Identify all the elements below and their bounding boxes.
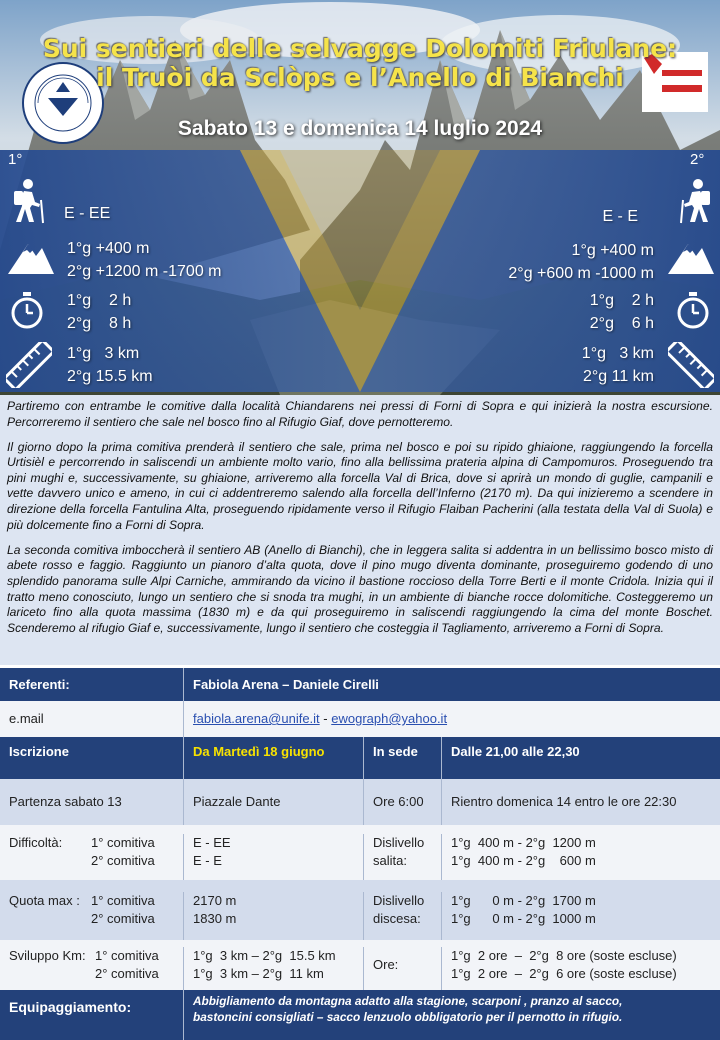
left-group-label: 1° <box>8 151 23 168</box>
right-distance-day1: 1°g 3 km <box>581 345 654 362</box>
dislivello-salita-label-2: salita: <box>373 853 407 868</box>
table-row-partenza <box>0 779 720 825</box>
equipaggiamento-line-1: Abbigliamento da montagna adatto alla stagione, scarponi , pranzo al sacco, <box>193 994 623 1008</box>
dislivello-discesa-2: 1°g 0 m - 2°g 1000 m <box>451 911 596 926</box>
iscrizione-hours: Dalle 21,00 alle 22,30 <box>441 737 720 779</box>
right-time-day1: 1°g 2 h <box>589 292 654 309</box>
event-date: Sabato 13 e domenica 14 luglio 2024 <box>177 117 543 140</box>
quota-2: 1830 m <box>193 911 237 926</box>
email-values <box>183 701 720 737</box>
title-line-1: Sui sentieri delle selvagge Dolomiti Friulane: <box>42 34 678 63</box>
equipaggiamento-line-2: bastoncini consigliati – sacco lenzuolo obbligatorio per il pernotto in rifugio. <box>193 1010 623 1024</box>
ore-label: Ore: <box>363 947 441 990</box>
iscrizione-place: In sede <box>363 737 441 779</box>
sviluppo-label: Sviluppo Km: <box>9 948 86 963</box>
sviluppo-values <box>183 947 363 990</box>
right-group-label: 2° <box>690 151 705 168</box>
ore-values <box>441 947 720 990</box>
quota-label-cell <box>0 892 183 940</box>
dislivello-salita-2: 1°g 400 m - 2°g 600 m <box>451 853 596 868</box>
sviluppo-label-cell <box>0 947 183 990</box>
partenza-place: Piazzale Dante <box>183 779 363 825</box>
table-row-email <box>0 701 720 737</box>
iscrizione-label: Iscrizione <box>0 737 183 779</box>
comitiva-2-label: 2° comitiva <box>95 966 159 981</box>
right-difficulty: E - E <box>602 208 638 225</box>
ruler-icon <box>6 342 52 388</box>
dislivello-discesa-label <box>363 892 441 940</box>
ore-2: 1°g 2 ore – 2°g 6 ore (soste escluse) <box>451 966 677 981</box>
difficolta-label-cell <box>0 834 183 880</box>
partenza-time: Ore 6:00 <box>363 779 441 825</box>
comitiva-1-label: 1° comitiva <box>91 893 155 908</box>
dislivello-discesa-label-1: Dislivello <box>373 893 425 908</box>
table-row-quota <box>0 880 720 940</box>
description-paragraph-2: Il giorno dopo la prima comitiva prenderà il sentiero che sale, prima nel bosco e poi su ripido ghiaione, raggiungendo la forcella Urtisièl e percorrendo in saliscendi un ambiente molto vario, fino alla bellissima prateria alpina di Campomuros. Proseguendo tra pini mughi e, successivamente, su ghiaione, arriveremo alla forcella Val di Brica, dove si aprirà un mondo di guglie, campanili e vette davvero unico e ameno, in cui ci addentreremo salendo alla forcella dell’Inferno (2170 m). Da qui inizieremo a scendere in direzione della forcella Fantulina Alta, proseguendo ripidamente verso il Rifugio Flaiban Pacherini (alla testata della Val di Suola) e più dolcemente fino a Forni di Sopra. <box>7 439 713 532</box>
comitiva-1-label: 1° comitiva <box>95 948 159 963</box>
difficolta-1: E - EE <box>193 835 231 850</box>
right-elevation-day1: 1°g +400 m <box>571 242 654 259</box>
stopwatch-icon <box>676 292 710 330</box>
table-row-sviluppo <box>0 940 720 990</box>
email-link-1[interactable]: fabiola.arena@unife.it <box>193 711 320 726</box>
right-elevation-day2: 2°g +600 m -1000 m <box>508 265 654 282</box>
left-elevation-day2: 2°g +1200 m -1700 m <box>67 263 222 280</box>
quota-label: Quota max : <box>9 893 80 908</box>
left-distance-day2: 2°g 15.5 km <box>67 368 153 385</box>
dislivello-discesa-values <box>441 892 720 940</box>
hiker-icon <box>8 178 46 224</box>
right-distance-day2: 2°g 11 km <box>582 368 654 385</box>
dislivello-discesa-1: 1°g 0 m - 2°g 1700 m <box>451 893 596 908</box>
comitiva-2-label: 2° comitiva <box>91 911 155 926</box>
left-difficulty: E - EE <box>64 205 111 222</box>
mountain-icon <box>6 238 56 276</box>
email-link-2[interactable]: ewograph@yahoo.it <box>331 711 448 726</box>
equipaggiamento-text <box>183 990 720 1040</box>
difficolta-label: Difficoltà: <box>9 835 63 850</box>
quota-1: 2170 m <box>193 893 237 908</box>
referenti-value: Fabiola Arena – Daniele Cirelli <box>183 668 720 701</box>
ore-1: 1°g 2 ore – 2°g 8 ore (soste escluse) <box>451 948 677 963</box>
description-paragraph-1: Partiremo con entrambe le comitive dalla località Chiandarens nei pressi di Forni di Sopra e qui inizierà la nostra escursione. Percorreremo il sentiero che sale nel bosco fino al Rifugio Giaf, dove pernotteremo. <box>7 399 713 429</box>
info-table <box>0 668 720 1040</box>
email-separator: - <box>319 711 332 726</box>
rientro-info: Rientro domenica 14 entro le ore 22:30 <box>441 779 720 825</box>
dislivello-discesa-label-2: discesa: <box>373 911 421 926</box>
left-elevation-day1: 1°g +400 m <box>67 240 150 257</box>
difficolta-values <box>183 834 363 880</box>
left-time-day1: 1°g 2 h <box>67 292 132 309</box>
hero-banner <box>0 0 720 395</box>
email-label: e.mail <box>9 711 44 726</box>
left-time-day2: 2°g 8 h <box>67 315 132 332</box>
referenti-label: Referenti: <box>0 668 183 701</box>
comitiva-2-label: 2° comitiva <box>91 853 155 868</box>
dislivello-salita-1: 1°g 400 m - 2°g 1200 m <box>451 835 596 850</box>
dislivello-salita-values <box>441 834 720 880</box>
quota-values <box>183 892 363 940</box>
table-row-iscrizione <box>0 737 720 779</box>
dislivello-salita-label-1: Dislivello <box>373 835 425 850</box>
description-paragraph-3: La seconda comitiva imboccherà il sentiero AB (Anello di Bianchi), che in leggera salita si addentra in un bellissimo bosco misto di abete rosso e faggio. Raggiunto un pianoro d’alta quota, dove il pino mugo diventa dominante, proseguiremo godendo di uno splendido panorama sulle Alpi Carniche, ammirando da vicino il bastione roccioso della Torre Berti e il monte Cridola. Inizia qui il tratto meno conosciuto, lungo un sentiero che si snoda tra mughi, in un ambiente di bianche rocce dolomitiche. Costeggeremo un lariceto fino alla quota massima (1830 m) e da qui proseguiremo in saliscendi raggiungendo la cima del monte Boschet. Scenderemo al rifugio Giaf e, successivamente, lungo il sentiero che costeggia il Tagliamento, arriveremo a Forni di Sopra. <box>7 542 713 635</box>
sviluppo-1: 1°g 3 km – 2°g 15.5 km <box>193 948 336 963</box>
table-row-referenti <box>0 668 720 701</box>
description-block <box>0 395 720 665</box>
iscrizione-date: Da Martedì 18 giugno <box>183 737 363 779</box>
left-distance-day1: 1°g 3 km <box>67 345 140 362</box>
comitiva-1-label: 1° comitiva <box>91 835 155 850</box>
stopwatch-icon <box>10 292 44 330</box>
difficolta-2: E - E <box>193 853 222 868</box>
mountain-icon <box>666 238 716 276</box>
table-row-difficolta <box>0 825 720 880</box>
sviluppo-2: 1°g 3 km – 2°g 11 km <box>193 966 324 981</box>
table-row-equipaggiamento <box>0 990 720 1040</box>
right-time-day2: 2°g 6 h <box>589 315 654 332</box>
ruler-icon <box>668 342 714 388</box>
dislivello-salita-label <box>363 834 441 880</box>
partenza-label: Partenza sabato 13 <box>9 794 122 809</box>
hiker-icon <box>678 178 716 224</box>
equipaggiamento-label: Equipaggiamento: <box>0 990 183 1040</box>
title-line-2: il Truòi da Sclòps e l’Anello di Bianchi <box>96 63 624 92</box>
